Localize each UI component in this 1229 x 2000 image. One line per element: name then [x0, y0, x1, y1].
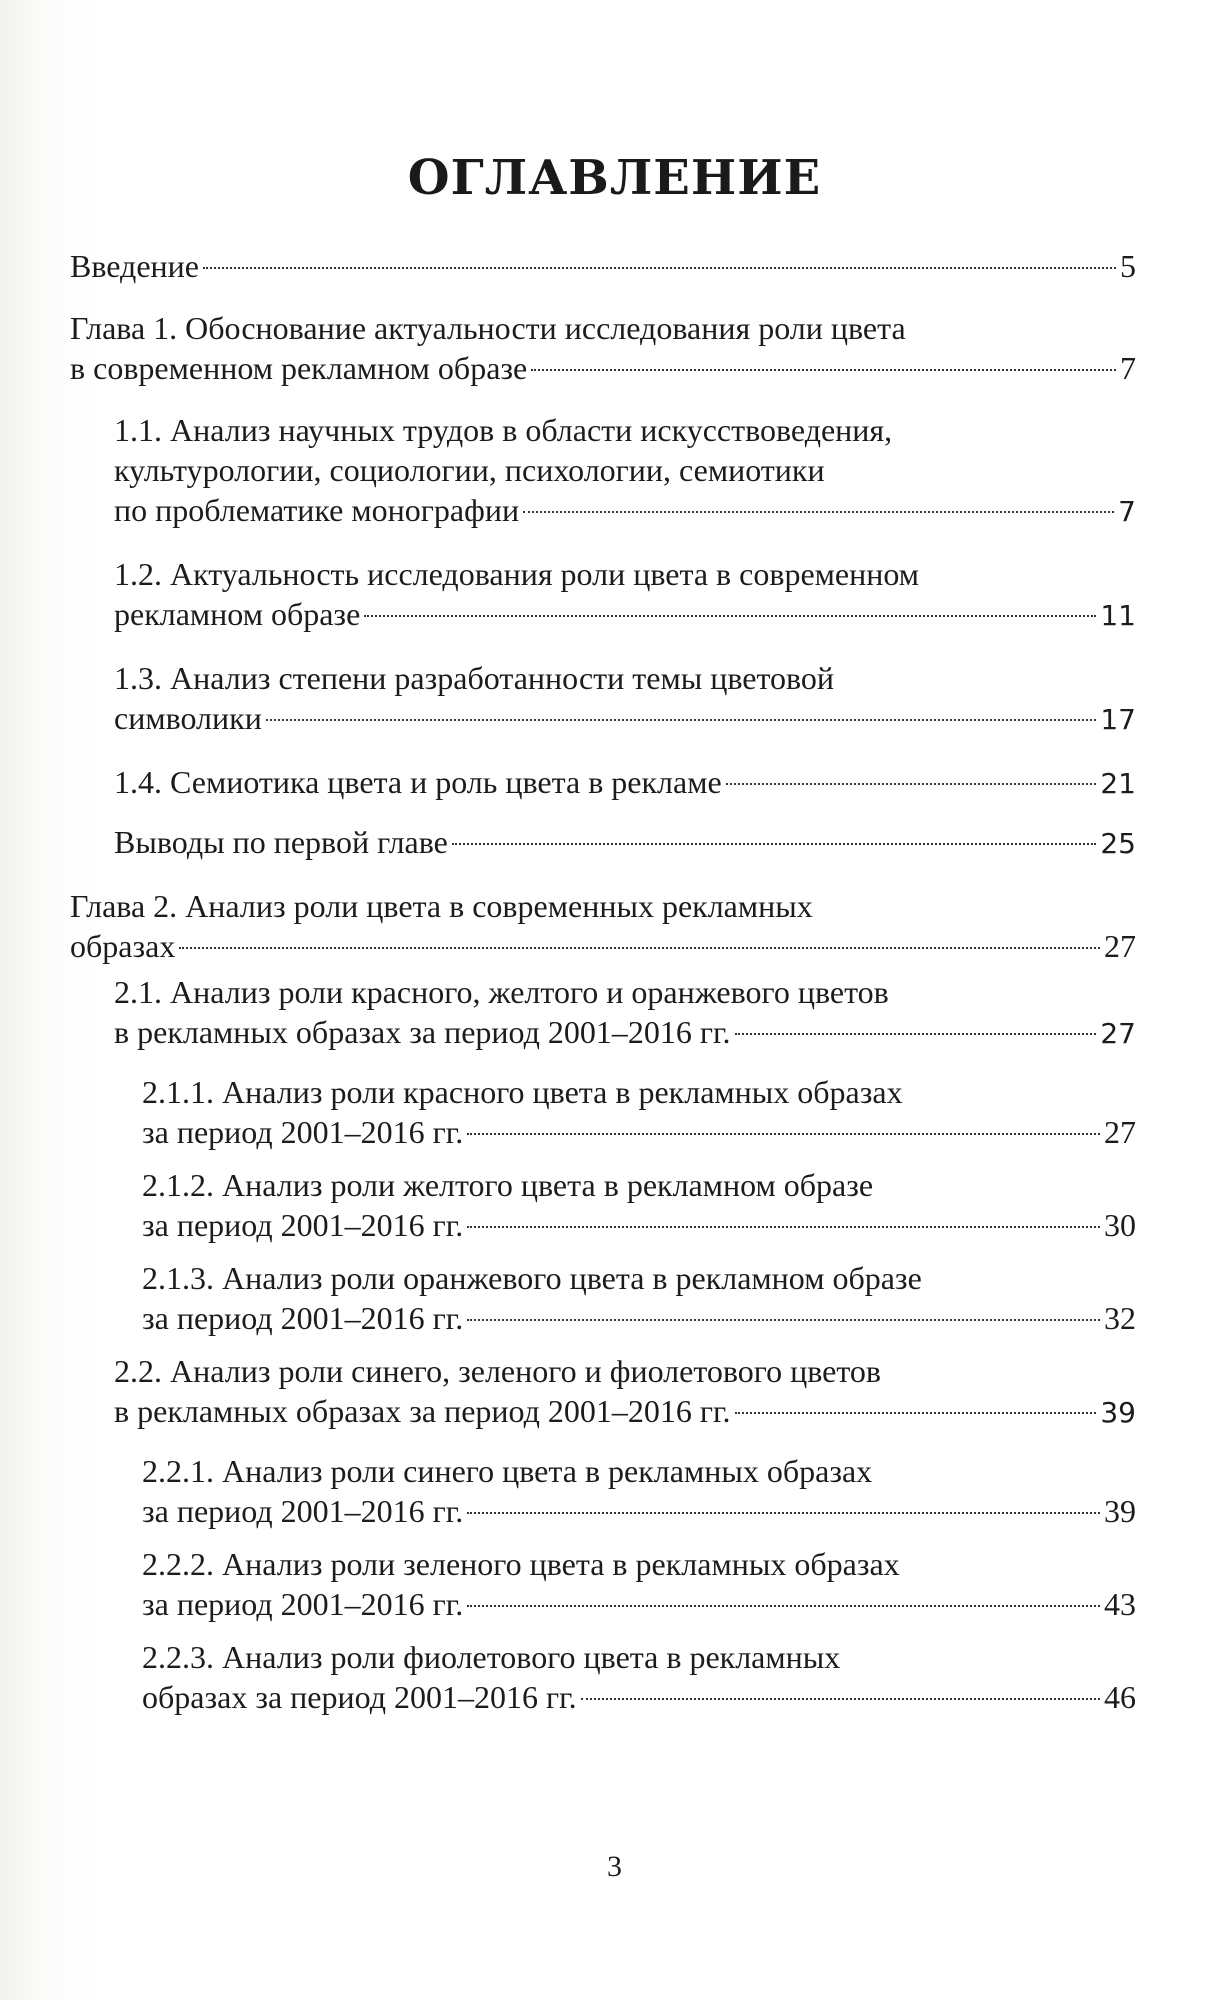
toc-entry-text: в рекламных образах за период 2001–2016 гг.	[114, 1393, 731, 1429]
dot-leader	[452, 843, 1097, 845]
dot-leader	[523, 511, 1114, 513]
toc-page-number: 43	[1104, 1586, 1136, 1622]
toc-page-number: 25	[1100, 827, 1136, 860]
toc-entry-text: Введение	[70, 248, 199, 284]
toc-page-number: 30	[1104, 1207, 1136, 1243]
toc-entry-text: символики	[114, 700, 262, 736]
toc-page-number: 27	[1104, 928, 1136, 964]
dot-leader	[467, 1226, 1100, 1228]
toc-page-number: 32	[1104, 1300, 1136, 1336]
toc-page-number: 7	[1120, 350, 1136, 386]
toc-entry-text: в рекламных образах за период 2001–2016 гг.	[114, 1014, 731, 1050]
dot-leader	[735, 1412, 1097, 1414]
dot-leader	[726, 783, 1097, 785]
toc-entry-2-1-2	[142, 1165, 1136, 1245]
dot-leader	[735, 1033, 1097, 1035]
page-number: 3	[607, 1850, 622, 1883]
toc-entry-text: Выводы по первой главе	[114, 824, 448, 860]
dot-leader	[467, 1319, 1100, 1321]
toc-page-number: 7	[1118, 495, 1136, 528]
dot-leader	[266, 719, 1097, 721]
toc-entry-chapter-1	[70, 308, 1136, 388]
dot-leader	[581, 1698, 1100, 1700]
toc-entry-2-1-3	[142, 1258, 1136, 1338]
toc-entry-text: 2.2. Анализ роли синего, зеленого и фиолетового цветов	[114, 1353, 882, 1389]
toc-entry-text: Глава 1. Обоснование актуальности исследования роли цвета	[70, 310, 906, 346]
toc-page-number: 27	[1104, 1114, 1136, 1150]
toc-entry-text: 2.1.2. Анализ роли желтого цвета в рекламном образе	[142, 1167, 874, 1203]
dot-leader	[467, 1605, 1100, 1607]
toc-page-number: 21	[1100, 767, 1136, 800]
toc-entry-text: 1.1. Анализ научных трудов в области искусствоведения,	[114, 412, 893, 448]
toc-entry-chapter-2	[70, 886, 1136, 966]
toc-entry-2-2	[114, 1351, 1136, 1433]
toc-page-number: 5	[1120, 248, 1136, 284]
toc-entry-text: за период 2001–2016 гг.	[142, 1493, 464, 1529]
toc-entry-text: Глава 2. Анализ роли цвета в современных рекламных	[70, 888, 813, 924]
toc-entry-text: 2.2.2. Анализ роли зеленого цвета в рекламных образах	[142, 1546, 900, 1582]
toc-entry-text: 2.1.3. Анализ роли оранжевого цвета в рекламном образе	[142, 1260, 922, 1296]
table-of-contents	[70, 246, 1136, 1717]
toc-entry-2-2-3	[142, 1637, 1136, 1717]
toc-entry-text: 1.4. Семиотика цвета и роль цвета в рекламе	[114, 764, 722, 800]
toc-entry-introduction	[70, 246, 1136, 286]
page-title: ОГЛАВЛЕНИЕ	[407, 150, 822, 206]
toc-entry-2-2-1	[142, 1451, 1136, 1531]
toc-entry-text: 2.2.3. Анализ роли фиолетового цвета в рекламных	[142, 1639, 841, 1675]
toc-page-number: 39	[1104, 1493, 1136, 1529]
toc-entry-text: 1.3. Анализ степени разработанности темы цветовой	[114, 660, 835, 696]
toc-entry-text: за период 2001–2016 гг.	[142, 1207, 464, 1243]
toc-entry-2-1	[114, 972, 1136, 1054]
toc-entry-text: образах за период 2001–2016 гг.	[142, 1679, 577, 1715]
toc-entry-1-4	[114, 762, 1136, 804]
toc-entry-chapter-1-conclusions	[114, 822, 1136, 864]
toc-entry-2-1-1	[142, 1072, 1136, 1152]
toc-entry-text: рекламном образе	[114, 596, 361, 632]
dot-leader	[364, 615, 1096, 617]
toc-entry-text: образах	[70, 928, 176, 964]
toc-page-number: 17	[1100, 703, 1136, 736]
toc-entry-1-3	[114, 658, 1136, 740]
toc-page-number: 27	[1100, 1017, 1136, 1050]
dot-leader	[467, 1512, 1100, 1514]
toc-entry-1-1	[114, 410, 1136, 532]
toc-entry-1-2	[114, 554, 1136, 636]
toc-entry-text: 1.2. Актуальность исследования роли цвета в современном	[114, 556, 920, 592]
toc-page-number: 46	[1104, 1679, 1136, 1715]
dot-leader	[179, 947, 1100, 949]
toc-entry-2-2-2	[142, 1544, 1136, 1624]
toc-entry-text: 2.2.1. Анализ роли синего цвета в рекламных образах	[142, 1453, 873, 1489]
toc-entry-text: по проблематике монографии	[114, 492, 520, 528]
toc-page-number: 39	[1100, 1396, 1136, 1429]
toc-entry-text: 2.1. Анализ роли красного, желтого и оранжевого цветов	[114, 974, 889, 1010]
dot-leader	[531, 369, 1116, 371]
toc-entry-text: в современном рекламном образе	[70, 350, 528, 386]
dot-leader	[203, 267, 1116, 269]
toc-entry-text: за период 2001–2016 гг.	[142, 1114, 464, 1150]
toc-entry-text: культурологии, социологии, психологии, семиотики	[114, 452, 825, 488]
dot-leader	[467, 1133, 1100, 1135]
toc-entry-text: за период 2001–2016 гг.	[142, 1300, 464, 1336]
toc-entry-text: 2.1.1. Анализ роли красного цвета в рекламных образах	[142, 1074, 903, 1110]
toc-entry-text: за период 2001–2016 гг.	[142, 1586, 464, 1622]
toc-page-number: 11	[1100, 599, 1136, 632]
